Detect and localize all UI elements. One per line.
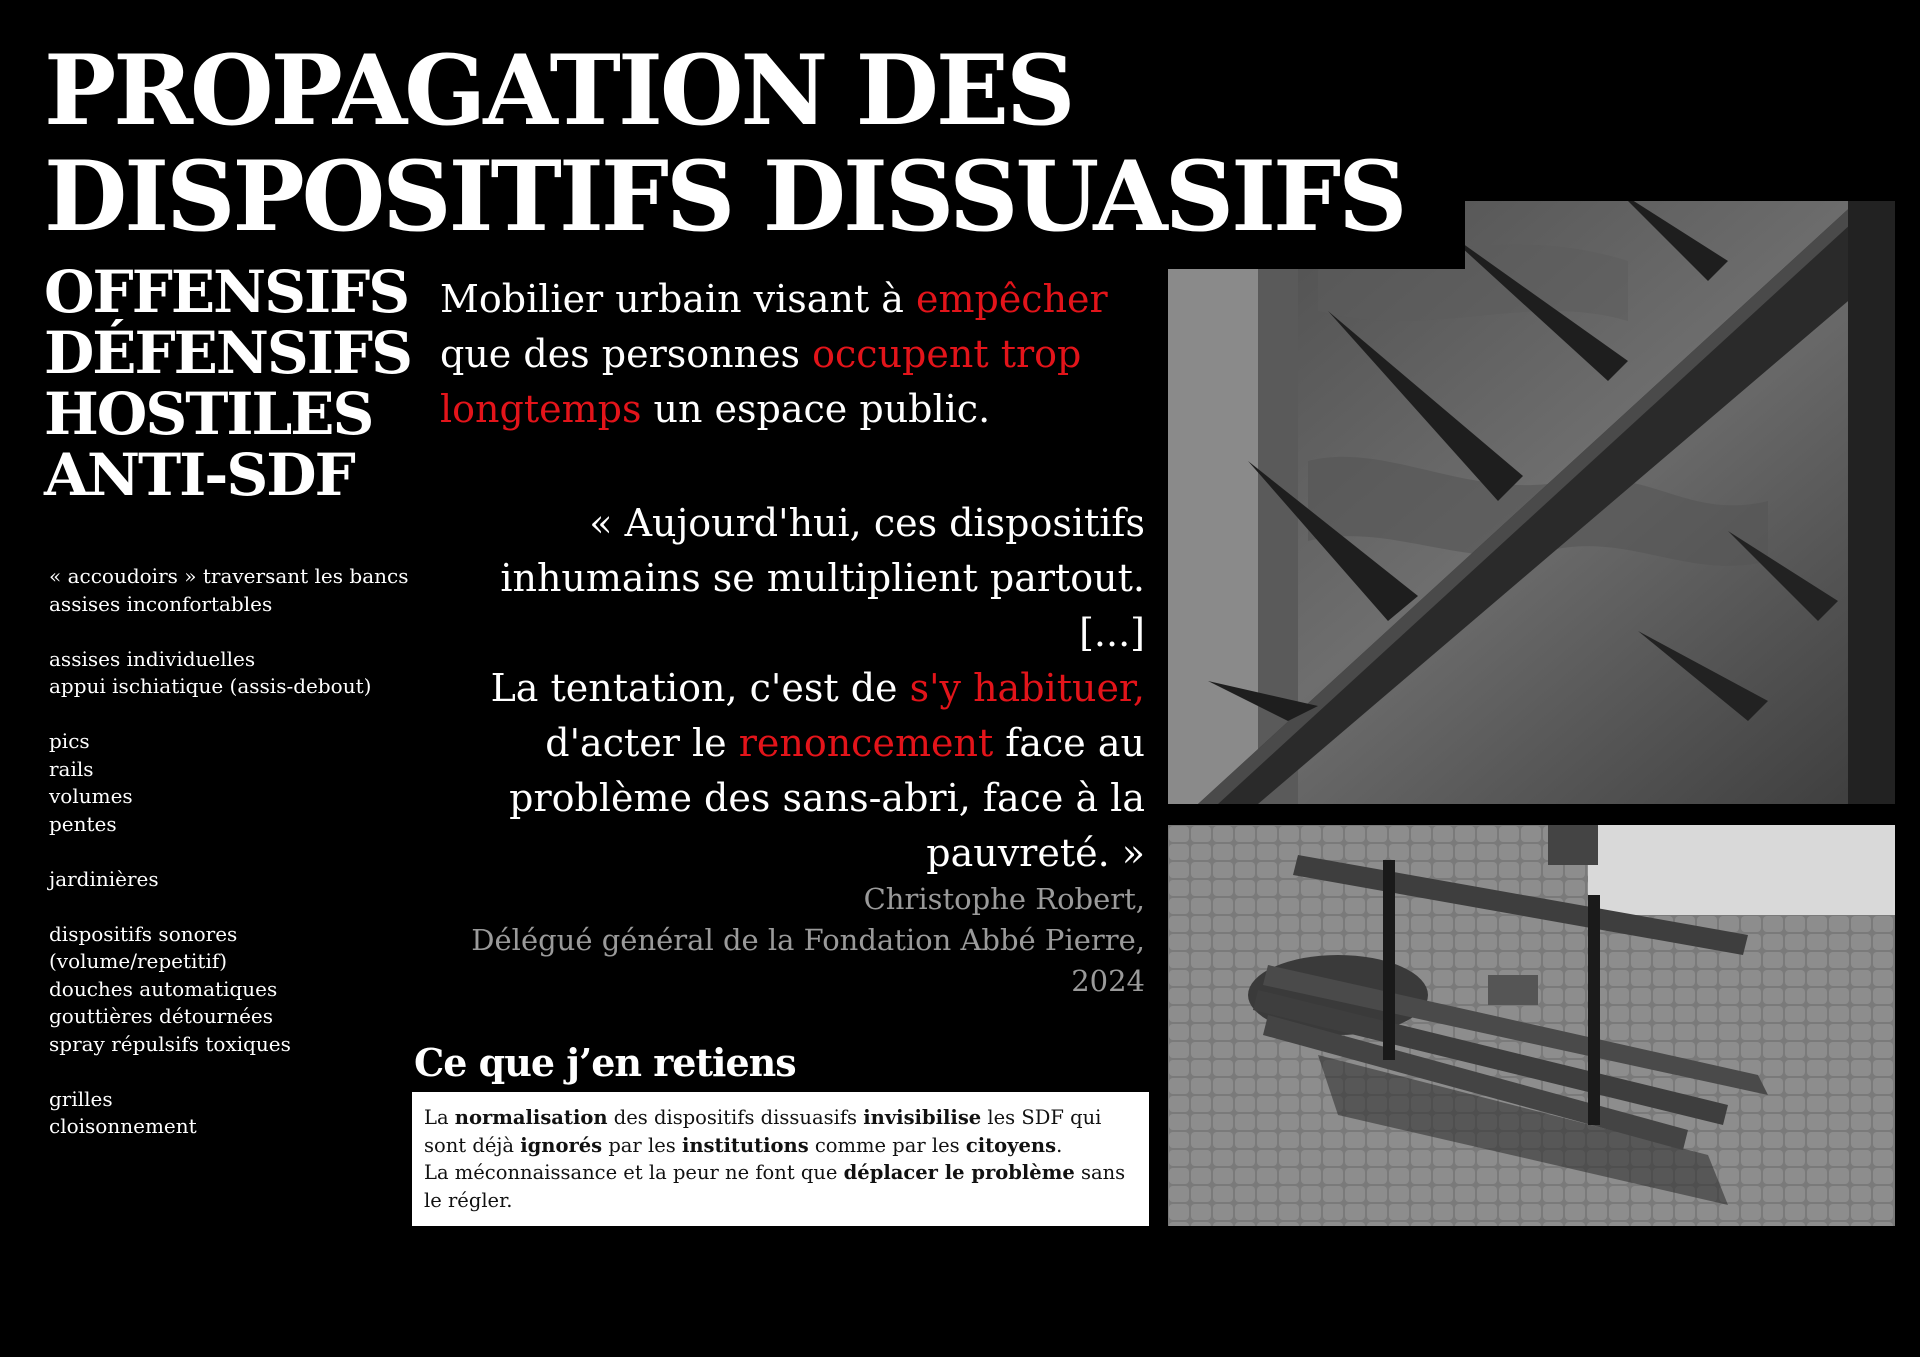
takeaway-bold: déplacer le problème (843, 1161, 1075, 1184)
photo-spikes (1168, 201, 1895, 804)
takeaway-bold: normalisation (454, 1106, 608, 1129)
quote-attribution (420, 879, 1145, 1002)
adjective-offensifs: OFFENSIFS (44, 258, 409, 326)
attribution-name: Christophe Robert, (863, 882, 1145, 916)
quote-line: « Aujourd'hui, ces dispositifs (589, 501, 1145, 545)
list-item: volumes (49, 784, 133, 808)
title-line-1: PROPAGATION DES (44, 34, 1073, 147)
quote-highlight: renoncement (738, 721, 994, 765)
list-item: douches automatiques (49, 976, 278, 1001)
takeaway-text: sans le régler. (424, 1161, 1126, 1212)
takeaway-text: par les (602, 1133, 682, 1157)
list-item: jardinières (49, 866, 159, 891)
list-item: pics (49, 729, 90, 753)
takeaway-text: des dispositifs dissuasifs (607, 1106, 864, 1129)
quote-block (420, 496, 1145, 881)
takeaway-bold: invisibilise (863, 1106, 982, 1129)
quote-fragment: La tentation, c'est de (490, 666, 910, 710)
list-item: pentes (49, 811, 117, 836)
quote-line: [...] (1079, 611, 1145, 655)
list-item: spray répulsifs toxiques (49, 1031, 291, 1056)
quote-line: pauvreté. » (926, 831, 1145, 875)
list-item: dispositifs sonores (49, 921, 238, 946)
takeaway-bold: citoyens (965, 1133, 1057, 1157)
takeaway-text: les SDF qui sont déjà (424, 1106, 1102, 1157)
device-group-planters (49, 866, 429, 894)
device-group-active (49, 921, 429, 1059)
device-group-barriers (49, 1086, 429, 1141)
quote-line (420, 716, 1145, 771)
quote-highlight: s'y habituer, (909, 666, 1145, 710)
spikes-illustration (1168, 201, 1895, 804)
takeaway-text: La (424, 1106, 455, 1129)
definition-part: un espace public. (641, 387, 991, 431)
adjective-defensifs: DÉFENSIFS (44, 319, 411, 387)
takeaway-bold: institutions (681, 1133, 809, 1157)
page-title (44, 34, 1405, 253)
quote-line: inhumains se multiplient partout. (500, 556, 1145, 600)
device-group-benches (49, 563, 429, 618)
list-item: appui ischiatique (assis-debout) (49, 674, 372, 698)
device-group-seats (49, 646, 429, 701)
takeaway-text: La méconnaissance et la peur ne font que (424, 1161, 844, 1184)
definition-highlight: occupent trop longtemps (440, 332, 1082, 431)
definition-part: que des personnes (440, 332, 813, 376)
quote-line: problème des sans-abri, face à la (509, 776, 1145, 820)
quote-fragment: face au (993, 721, 1145, 765)
takeaway-box (412, 1092, 1149, 1226)
takeaway-heading: Ce que j’en retiens (414, 1040, 796, 1085)
definition-part: Mobilier urbain visant à (440, 277, 916, 321)
attribution-role: Délégué général de la Fondation Abbé Pierre, (471, 923, 1145, 957)
list-item: rails (49, 756, 94, 781)
list-item: assises individuelles (49, 646, 256, 671)
bench-illustration (1168, 825, 1895, 1226)
device-group-shapes (49, 728, 429, 838)
photo-bench (1168, 825, 1895, 1226)
device-list (49, 563, 429, 1168)
list-item: cloisonnement (49, 1114, 197, 1138)
quote-line (420, 661, 1145, 716)
list-item: « accoudoirs » traversant les bancs (49, 564, 409, 588)
definition-text (440, 272, 1160, 437)
list-item: assises inconfortables (49, 591, 273, 616)
adjectives-list (44, 258, 411, 509)
list-item: gouttières détournées (49, 1004, 274, 1028)
title-line-2: DISPOSITIFS DISSUASIFS (44, 140, 1405, 253)
takeaway-text: comme par les (808, 1133, 966, 1157)
attribution-year: 2024 (1071, 964, 1145, 998)
definition-highlight: empêcher (915, 277, 1108, 321)
list-item: grilles (49, 1086, 113, 1111)
takeaway-bold: ignorés (520, 1133, 603, 1157)
quote-fragment: d'acter le (545, 721, 739, 765)
adjective-hostiles: HOSTILES (44, 380, 373, 448)
takeaway-text: . (1056, 1133, 1063, 1157)
list-item: (volume/repetitif) (49, 949, 228, 973)
adjective-anti-sdf: ANTI-SDF (44, 441, 354, 509)
